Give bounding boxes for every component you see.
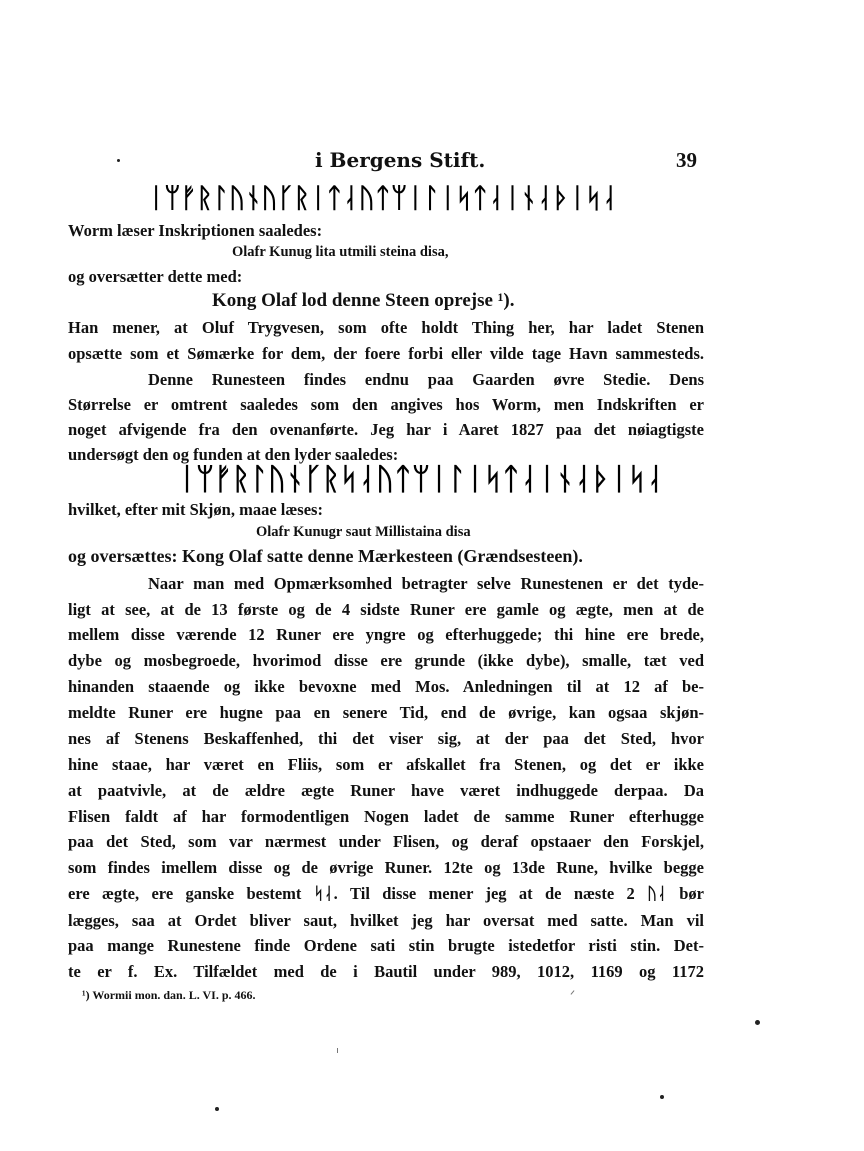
text-line: hvilket, efter mit Skjøn, maae læses: (68, 500, 323, 519)
text-line: undersøgt den og funden at den lyder saaledes: (68, 445, 399, 464)
speck (755, 1020, 760, 1025)
running-header: i Bergens Stift. (315, 148, 486, 172)
speck (117, 159, 120, 162)
text-line: at paatvivle, at de ældre ægte Runer have været indhuggede derpaa. Da (68, 781, 704, 800)
page-number: 39 (676, 148, 697, 172)
text-line: mellem disse værende 12 Runer ere yngre og efterhuggede; thi hine ere brede, (68, 625, 704, 644)
text-line: hinanden staaende og ikke bevoxne med Mos. Anledningen til at 12 af be- (68, 677, 704, 696)
text-line: Worm læser Inskriptionen saaledes: (68, 221, 323, 240)
text-line: paa det Sted, som var nærmest under Flisen, og deraf opstaaer den Forskjel, (68, 832, 704, 851)
text-line: Størrelse er omtrent saaledes som den angives hos Worm, men Indskriften er (68, 395, 704, 414)
text-line: som findes imellem disse og de øvrige Runer. 12te og 13de Rune, hvilke begge (68, 858, 704, 877)
text-line: dybe og mosbegroede, hvorimod disse ere grunde (ikke dybe), smalle, tæt ved (68, 651, 704, 670)
text-line: Naar man med Opmærksomhed betragter selve Runestenen er det tyde- (148, 574, 704, 593)
text-line: meldte Runer ere hugne paa en senere Tid, end de øvrige, kan ogsaa skjøn- (68, 703, 704, 722)
footnote: ¹) Wormii mon. dan. L. VI. p. 466. (82, 988, 256, 1002)
speck (660, 1095, 664, 1099)
text-line: ere ægte, ere ganske bestemt ᛋᛆ. Til disse mener jeg at de næste 2 ᚢᛆ bør (68, 884, 704, 903)
text-line: ligt at see, at de 13 første og de 4 sidste Runer ere gamle og ægte, men at de (68, 600, 704, 619)
text-line: Flisen faldt af har formodentligen Nogen ladet de samme Runer efterhugge (68, 807, 704, 826)
translation-worm: Kong Olaf lod denne Steen oprejse ¹). (212, 290, 515, 311)
text-line: noget afvigende fra den ovenanførte. Jeg har i Aaret 1827 paa det nøiagtigste (68, 420, 704, 439)
text-line: opsætte som et Sømærke for dem, der foere forbi eller vilde tage Havn sammesteds. (68, 344, 704, 363)
rune-inscription-worm: ᛁᛘᚠᚱᛚᚢᚾᚢᚴᚱᛁᛏᛆᚢᛏᛘᛁᛚᛁᛋᛏᛆᛁᚾᛆᚦᛁᛋᛆ (148, 183, 618, 214)
rune-inscription-corrected: ᛁᛘᚠᚱᛚᚢᚾᚴᚱᛋᛆᚢᛏᛘᛁᛚᛁᛋᛏᛆᛁᚾᛆᚦᛁᛋᛆ (178, 462, 664, 497)
transliteration-worm: Olafr Kunug lita utmili steina disa, (232, 244, 449, 260)
text-line: og oversætter dette med: (68, 267, 243, 286)
text-line: paa mange Runestene finde Ordene sati stin brugte istedetfor risti stin. Det- (68, 936, 704, 955)
text-line: hine staae, har været en Fliis, som er afskallet fra Stenen, og det er ikke (68, 755, 704, 774)
transliteration-corrected: Olafr Kunugr saut Millistaina disa (256, 524, 471, 540)
text-line: nes af Stenens Beskaffenhed, thi det viser sig, at der paa det Sted, hvor (68, 729, 704, 748)
translation-corrected: og oversættes: Kong Olaf satte denne Mærkesteen (Grændsesteen). (68, 546, 583, 566)
text-line: lægges, saa at Ordet bliver saut, hvilket jeg har oversat med satte. Man vil (68, 911, 704, 930)
text-line: Han mener, at Oluf Trygvesen, som ofte holdt Thing her, har ladet Stenen (68, 318, 704, 337)
speck (337, 1048, 338, 1053)
speck (571, 990, 575, 994)
text-line: Denne Runesteen findes endnu paa Gaarden øvre Stedie. Dens (148, 370, 704, 389)
speck (215, 1107, 219, 1111)
text-line: te er f. Ex. Tilfældet med de i Bautil under 989, 1012, 1169 og 1172 (68, 962, 704, 981)
